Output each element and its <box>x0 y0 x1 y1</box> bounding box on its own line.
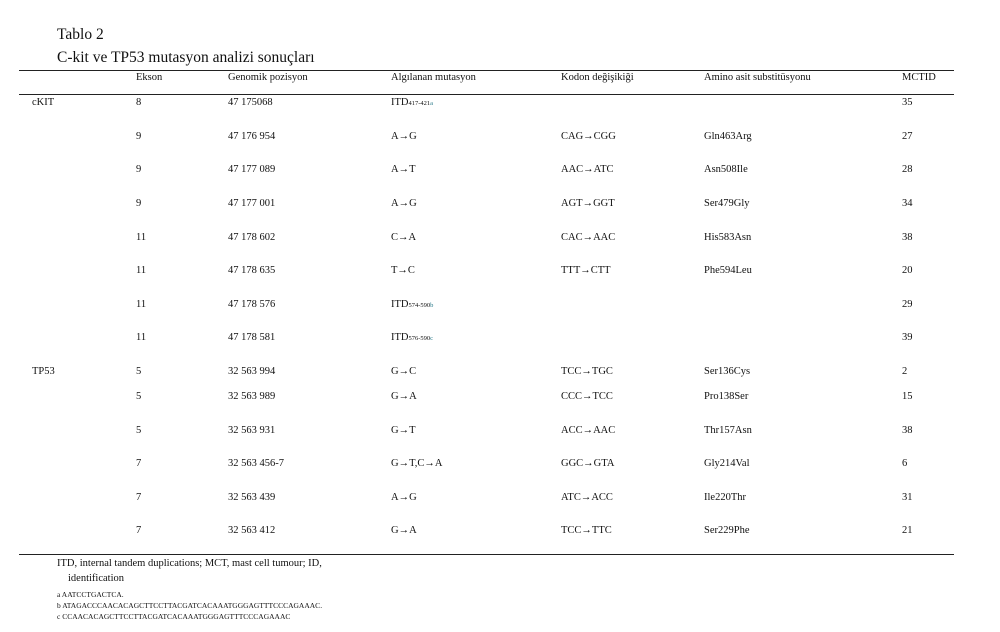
cell-amino-asit: His583Asn <box>704 232 752 243</box>
cell-mctid: 35 <box>902 97 913 108</box>
footnote-marker: a <box>430 100 434 107</box>
cell-amino-asit: Thr157Asn <box>704 425 752 436</box>
cell-genomik-pozisyon: 47 177 001 <box>228 198 276 209</box>
cell-ekson: 11 <box>136 265 147 276</box>
header-mctid: MCTID <box>902 72 936 83</box>
cell-genomik-pozisyon: 47 177 089 <box>228 164 276 175</box>
cell-genomik-pozisyon: 32 563 989 <box>228 391 276 402</box>
cell-mctid: 15 <box>902 391 913 402</box>
cell-amino-asit: Ser136Cys <box>704 366 751 377</box>
cell-mutasyon: A→G <box>391 492 417 503</box>
cell-mctid: 38 <box>902 425 913 436</box>
table-subtitle: C-kit ve TP53 mutasyon analizi sonuçları <box>57 49 315 66</box>
cell-ekson: 5 <box>136 391 142 402</box>
cell-mctid: 31 <box>902 492 913 503</box>
cell-genomik-pozisyon: 47 178 576 <box>228 299 276 310</box>
cell-kodon: ATC→ACC <box>561 492 613 503</box>
cell-mutasyon: A→T <box>391 164 416 175</box>
footnote-marker: c <box>430 335 434 342</box>
cell-mctid: 2 <box>902 366 908 377</box>
top-rule <box>19 70 954 71</box>
mutation-range <box>409 100 434 107</box>
cell-ekson: 7 <box>136 492 142 503</box>
cell-ekson: 5 <box>136 425 142 436</box>
cell-mutasyon: G→A <box>391 391 417 402</box>
cell-mutasyon: G→A <box>391 525 417 536</box>
cell-ekson: 11 <box>136 232 147 243</box>
footnote-a: a AATCCTGACTCA. <box>57 590 124 599</box>
cell-mutasyon <box>391 332 433 343</box>
cell-mutasyon: A→G <box>391 198 417 209</box>
cell-ekson: 9 <box>136 198 142 209</box>
cell-mctid: 20 <box>902 265 913 276</box>
mutation-main: ITD <box>391 332 409 343</box>
cell-mctid: 6 <box>902 458 908 469</box>
cell-ekson: 5 <box>136 366 142 377</box>
cell-kodon: TCC→TGC <box>561 366 613 377</box>
header-ekson: Ekson <box>136 72 163 83</box>
cell-mctid: 39 <box>902 332 913 343</box>
cell-mutasyon: A→G <box>391 131 417 142</box>
mutation-range-text: 417-421 <box>408 100 431 107</box>
cell-mutasyon: G→C <box>391 366 417 377</box>
cell-amino-asit: Asn508Ile <box>704 164 748 175</box>
bottom-rule <box>19 554 954 555</box>
cell-kodon: AAC→ATC <box>561 164 614 175</box>
cell-kodon: CCC→TCC <box>561 391 613 402</box>
cell-kodon: AGT→GGT <box>561 198 615 209</box>
cell-mctid: 21 <box>902 525 913 536</box>
cell-genomik-pozisyon: 47 178 635 <box>228 265 276 276</box>
cell-genomik-pozisyon: 47 178 602 <box>228 232 276 243</box>
cell-amino-asit: Pro138Ser <box>704 391 749 402</box>
footnote-abbreviations-cont: identification <box>68 573 124 584</box>
gene-label: TP53 <box>32 366 55 377</box>
cell-mutasyon: C→A <box>391 232 417 243</box>
cell-ekson: 7 <box>136 458 142 469</box>
cell-genomik-pozisyon: 32 563 456-7 <box>228 458 284 469</box>
mutation-main: ITD <box>391 299 409 310</box>
cell-kodon: ACC→AAC <box>561 425 616 436</box>
cell-amino-asit: Phe594Leu <box>704 265 752 276</box>
cell-kodon: GGC→GTA <box>561 458 615 469</box>
cell-ekson: 9 <box>136 131 142 142</box>
footnote-c: c CCAACACAGCTTCCTTACGATCACAAATGGGAGTTTCCCAGAAAC <box>57 612 291 621</box>
cell-mutasyon <box>391 299 433 310</box>
gene-label: cKIT <box>32 97 55 108</box>
footnote-abbreviations: ITD, internal tandem duplications; MCT, mast cell tumour; ID, <box>57 558 322 569</box>
footnote-b: b ATAGACCCAACACAGCTTCCTTACGATCACAAATGGGAGTTTCCCAGAAAC. <box>57 601 323 610</box>
cell-amino-asit: Ile220Thr <box>704 492 746 503</box>
header-kodon-degisikligi: Kodon değişikiği <box>561 72 634 83</box>
cell-ekson: 8 <box>136 97 142 108</box>
mutation-range-text: 576-590 <box>408 335 431 342</box>
cell-ekson: 7 <box>136 525 142 536</box>
cell-mctid: 34 <box>902 198 913 209</box>
cell-mutasyon: G→T,C→A <box>391 458 443 469</box>
cell-mctid: 28 <box>902 164 913 175</box>
cell-kodon: TTT→CTT <box>561 265 611 276</box>
cell-mutasyon: G→T <box>391 425 416 436</box>
cell-kodon: TCC→TTC <box>561 525 612 536</box>
header-rule <box>19 94 954 95</box>
mutation-range <box>409 335 434 342</box>
cell-genomik-pozisyon: 32 563 439 <box>228 492 276 503</box>
cell-amino-asit: Ser479Gly <box>704 198 750 209</box>
cell-mutasyon <box>391 97 433 108</box>
cell-mctid: 27 <box>902 131 913 142</box>
header-algilanan-mutasyon: Algılanan mutasyon <box>391 72 476 83</box>
cell-genomik-pozisyon: 47 176 954 <box>228 131 276 142</box>
cell-genomik-pozisyon: 32 563 994 <box>228 366 276 377</box>
cell-amino-asit: Ser229Phe <box>704 525 750 536</box>
cell-mctid: 29 <box>902 299 913 310</box>
header-genomik-pozisyon: Genomik pozisyon <box>228 72 308 83</box>
cell-genomik-pozisyon: 47 178 581 <box>228 332 276 343</box>
mutation-main: ITD <box>391 97 409 108</box>
cell-genomik-pozisyon: 47 175068 <box>228 97 273 108</box>
cell-kodon: CAC→AAC <box>561 232 616 243</box>
table-title: Tablo 2 <box>57 26 104 43</box>
header-amino-asit: Amino asit substitüsyonu <box>704 72 811 83</box>
cell-mctid: 38 <box>902 232 913 243</box>
cell-ekson: 11 <box>136 332 147 343</box>
cell-genomik-pozisyon: 32 563 931 <box>228 425 276 436</box>
footnote-marker: b <box>430 302 434 309</box>
cell-ekson: 11 <box>136 299 147 310</box>
mutation-range <box>409 302 434 309</box>
cell-mutasyon: T→C <box>391 265 415 276</box>
cell-amino-asit: Gly214Val <box>704 458 750 469</box>
cell-ekson: 9 <box>136 164 142 175</box>
mutation-range-text: 574-590 <box>408 302 431 309</box>
cell-kodon: CAG→CGG <box>561 131 616 142</box>
cell-genomik-pozisyon: 32 563 412 <box>228 525 276 536</box>
cell-amino-asit: Gln463Arg <box>704 131 752 142</box>
